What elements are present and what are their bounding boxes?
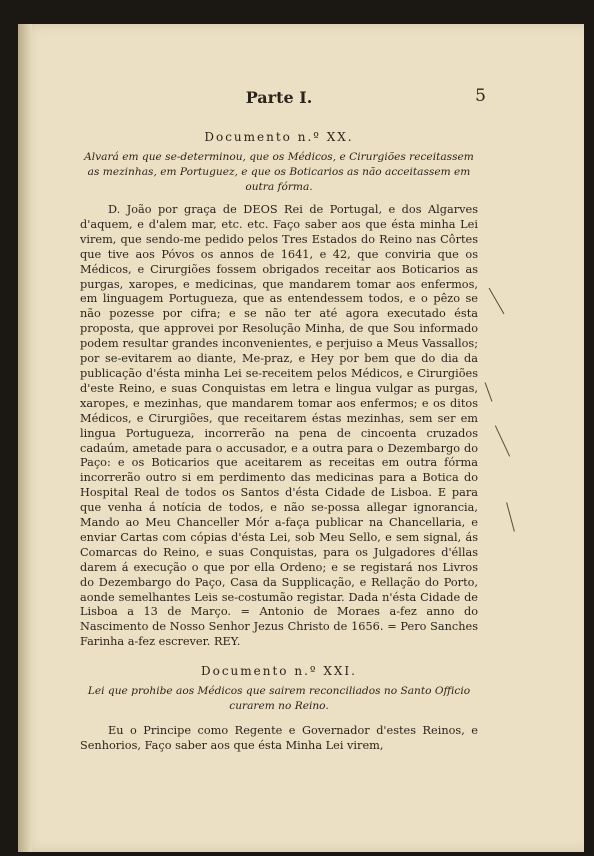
page-text-block bbox=[80, 86, 486, 754]
part-heading: Parte I. bbox=[245, 88, 313, 107]
book-spine bbox=[18, 24, 32, 852]
document-20-body-text: D. João por graça de DEOS Rei de Portugal, e dos Algarves d'aquem, e d'alem mar, etc. etc. Faço saber aos que ésta minha Lei virem, que sendo-me pedido pelos Tres Estados do Reino nas Côrtes que tive aos Póvos os annos de 1641, e 42, que conviria que os Médicos, e Cirurgiões fossem obrigados receitar aos Boticarios as purgas, xaropes, e medicinas, que mandarem tomar aos enfermos, em linguagem Portugueza, que as entendessem todos, e o pêzo se não pozesse por cifra; e se não ter até agora executado ésta proposta, que approvei por Resolução Minha, de que Sou informado podem resultar grandes inconvenientes, e perjuiso a Meus Vassallos; por se-evitarem ao diante, Me-praz, e Hey por bem que do dia da publicação d'ésta minha Lei se-receitem pelos Médicos, e Cirurgiões d'este Reino, e suas Conquistas em letra e lingua vulgar as purgas, xaropes, e mezinhas, que mandarem tomar aos enfermos; e os ditos Médicos, e Cirurgiões, que receitarem éstas mezinhas, sem ser em lingua Portugueza, incorrerão na pena de cincoenta cruzados cadaúm, ametade para o accusador, e a outra para o Dezembargo do Paço: e os Boticarios que aceitarem as receitas em outra fórma incorrerão outro si em perdimento das medicinas para a Botica do Hospital Real de todos os Santos d'ésta Cidade de Lisboa. E para que venha á notícia de todos, e não se-possa allegar ignorancia, Mando ao Meu Chanceller Mór a-faça publicar na Chancellaria, e enviar Cartas com cópias d'ésta Lei, sob Meu Sello, e sem signal, ás Comarcas do Reino, e suas Conquistas, para os Julgadores d'éllas darem á execução o que por ella Ordeno; e se registará nos Livros do Dezembargo do Paço, Casa da Supplicação, e Rellação do Porto, aonde semelhantes Leis se-costumão registar. Dada n'ésta Cidade de Lisboa a 13 de Março. = Antonio de Moraes a-fez anno do Nascimento de Nosso Senhor Jezus Christo de 1656. = Pero Sanches Farinha a-fez escrever. REY. bbox=[80, 203, 478, 649]
document-21-title: Documento n.º XXI. bbox=[200, 664, 357, 679]
margin-mark bbox=[485, 382, 493, 401]
book-page bbox=[18, 24, 584, 852]
document-21-subtitle: Lei que prohibe aos Médicos que sairem reconciliados no Santo Officio curarem no Reino. bbox=[87, 685, 471, 713]
margin-mark bbox=[495, 425, 510, 456]
margin-mark bbox=[489, 288, 505, 314]
document-20-body bbox=[80, 203, 478, 650]
margin-mark bbox=[506, 502, 515, 531]
document-20-title: Documento n.º XX. bbox=[204, 130, 354, 144]
document-21-body bbox=[80, 724, 478, 754]
running-header bbox=[80, 86, 486, 116]
document-21-body-text: Eu o Principe como Regente e Governador d'estes Reinos, e Senhorios, Faço saber aos que ésta Minha Lei virem, bbox=[80, 724, 478, 753]
document-20-subtitle: Alvará em que se-determinou, que os Médicos, e Cirurgiões receitassem as mezinhas, em Portuguez, e que os Boticarios as não acceitassem em outra fórma. bbox=[84, 151, 474, 193]
page-number: 5 bbox=[475, 86, 486, 106]
